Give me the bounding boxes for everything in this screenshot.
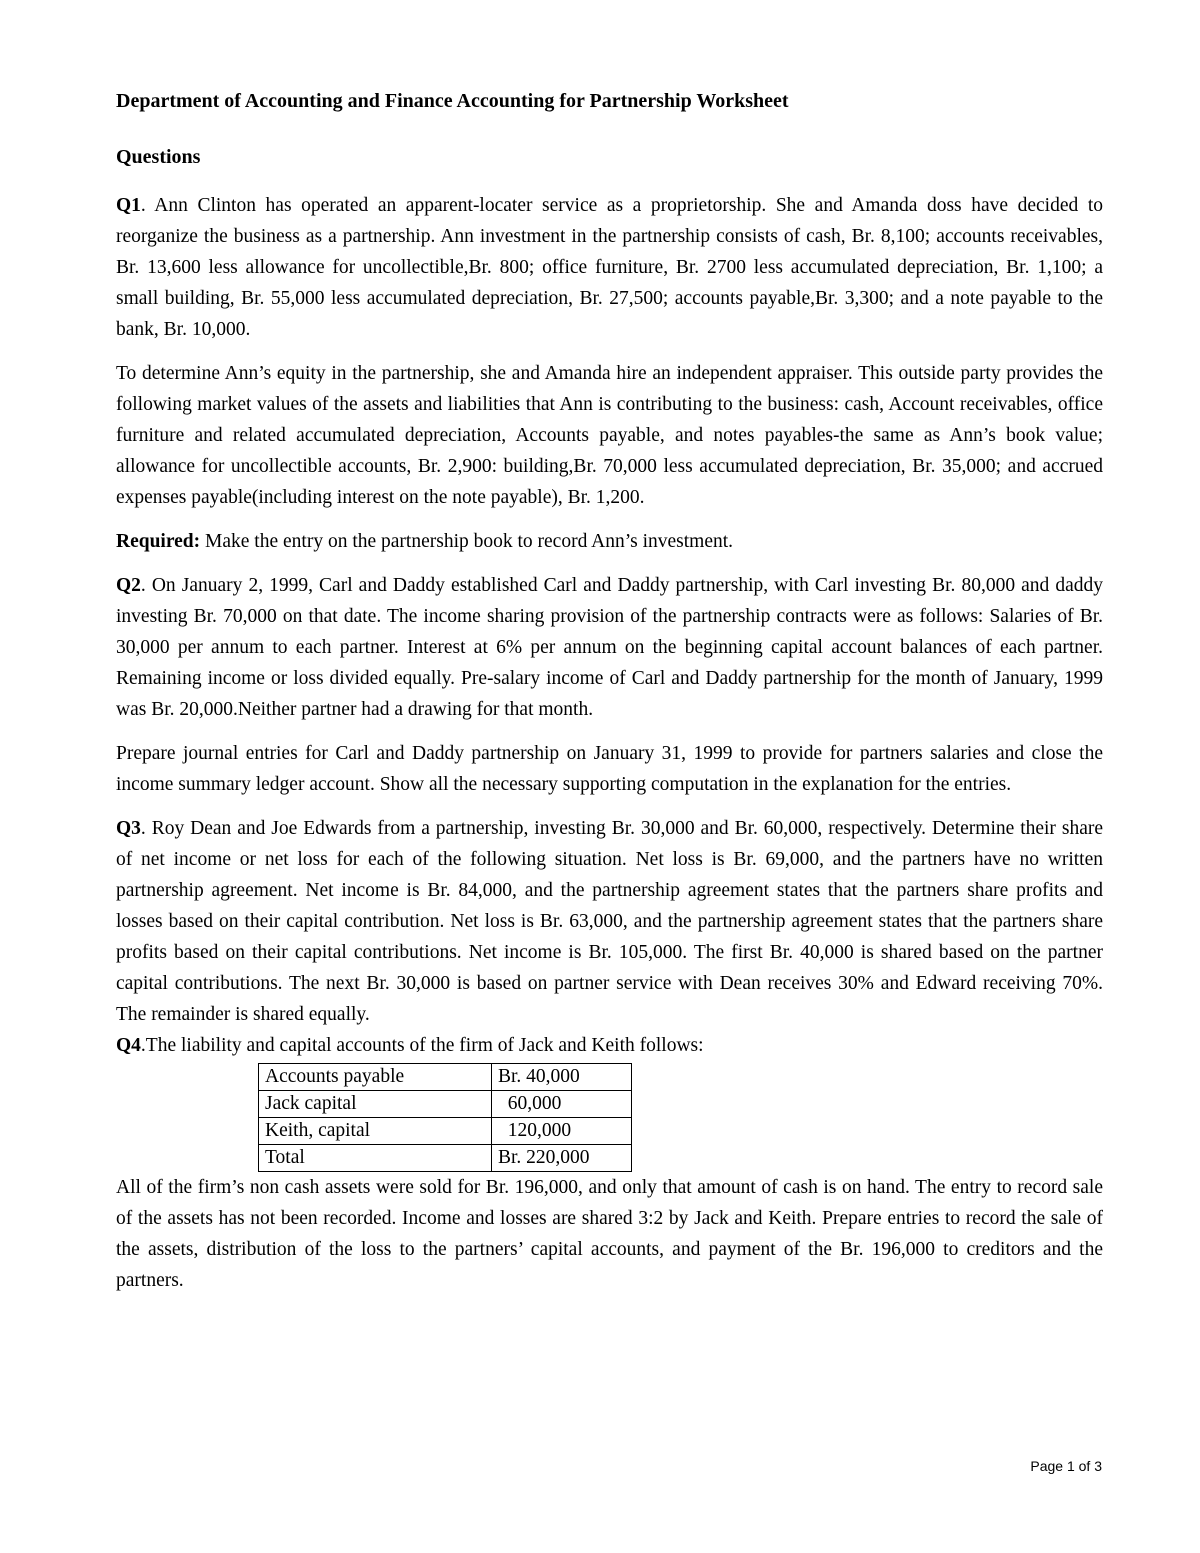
q4-label: Q4 <box>116 1035 141 1056</box>
amount-cell: Br. 220,000 <box>492 1145 632 1172</box>
account-cell: Keith, capital <box>259 1118 492 1145</box>
table-row <box>259 1118 632 1145</box>
q2-label: Q2 <box>116 575 141 596</box>
required-text: Make the entry on the partnership book to record Ann’s investment. <box>200 531 734 552</box>
q4-intro <box>116 1030 1103 1061</box>
account-cell: Total <box>259 1145 492 1172</box>
q1-paragraph-1 <box>116 190 1103 345</box>
q2-paragraph-2: Prepare journal entries for Carl and Daddy partnership on January 31, 1999 to provide for partners salaries and close the income summary ledger account. Show all the necessary supporting computation in the explanation for the entries. <box>116 743 1103 795</box>
amount-cell: 120,000 <box>492 1118 632 1145</box>
document-page <box>116 86 1103 1296</box>
q3-text: . Roy Dean and Joe Edwards from a partnership, investing Br. 30,000 and Br. 60,000, respectively. Determine their share of net income or net loss for each of the following situation. Net loss is Br. 69,000, and the partners have no written partnership agreement. Net income is Br. 84,000, and the partnership agreement states that the partners share profits and losses based on their capital contribution. Net loss is Br. 63,000, and the partnership agreement states that the partners share profits based on their capital contributions. Net income is Br. 105,000. The first Br. 40,000 is shared based on the partner capital contributions. The next Br. 30,000 is based on partner service with Dean receives 30% and Edward receiving 70%. The remainder is shared equally. <box>116 818 1103 1025</box>
table-row <box>259 1145 632 1172</box>
amount-cell: 60,000 <box>492 1091 632 1118</box>
table-row <box>259 1064 632 1091</box>
q2-paragraph-1 <box>116 570 1103 725</box>
q3-label: Q3 <box>116 818 141 839</box>
table-row <box>259 1091 632 1118</box>
account-cell: Jack capital <box>259 1091 492 1118</box>
q1-label: Q1 <box>116 195 141 216</box>
document-title: Department of Accounting and Finance Accounting for Partnership Worksheet <box>116 90 789 112</box>
account-cell: Accounts payable <box>259 1064 492 1091</box>
q1-text: . Ann Clinton has operated an apparent-locater service as a proprietorship. She and Amanda doss have decided to reorganize the business as a partnership. Ann investment in the partnership consists of cash, Br. 8,100; accounts receivables, Br. 13,600 less allowance for uncollectible,Br. 800; office furniture, Br. 2700 less accumulated depreciation, Br. 1,100; a small building, Br. 55,000 less accumulated depreciation, Br. 27,500; accounts payable,Br. 3,300; and a note payable to the bank, Br. 10,000. <box>116 195 1103 340</box>
q4-paragraph-2: All of the firm’s non cash assets were sold for Br. 196,000, and only that amount of cash is on hand. The entry to record sale of the assets has not been recorded. Income and losses are shared 3:2 by Jack and Keith. Prepare entries to record the sale of the assets, distribution of the loss to the partners’ capital accounts, and payment of the Br. 196,000 to creditors and the partners. <box>116 1177 1103 1291</box>
required-label: Required: <box>116 531 201 552</box>
questions-heading: Questions <box>116 146 201 168</box>
amount-cell: Br. 40,000 <box>492 1064 632 1091</box>
q1-paragraph-2: To determine Ann’s equity in the partnership, she and Amanda hire an independent appraiser. This outside party provides the following market values of the assets and liabilities that Ann is contributing to the business: cash, Account receivables, office furniture and related accumulated depreciation, Accounts payable, and notes payables-the same as Ann’s book value; allowance for uncollectible accounts, Br. 2,900: building,Br. 70,000 less accumulated depreciation, Br. 35,000; and accrued expenses payable(including interest on the note payable), Br. 1,200. <box>116 363 1103 508</box>
q2-text: . On January 2, 1999, Carl and Daddy established Carl and Daddy partnership, with Carl investing Br. 80,000 and daddy investing Br. 70,000 on that date. The income sharing provision of the partnership contracts were as follows: Salaries of Br. 30,000 per annum to each partner. Interest at 6% per annum on the beginning capital account balances of each partner. Remaining income or loss divided equally. Pre-salary income of Carl and Daddy partnership for the month of January, 1999 was Br. 20,000.Neither partner had a drawing for that month. <box>116 575 1103 720</box>
q1-required <box>116 526 1103 557</box>
q3-paragraph <box>116 813 1103 1030</box>
page-number: Page 1 of 3 <box>1030 1458 1102 1474</box>
liability-capital-table <box>258 1063 632 1172</box>
q4-intro-text: .The liability and capital accounts of the firm of Jack and Keith follows: <box>140 1035 704 1056</box>
